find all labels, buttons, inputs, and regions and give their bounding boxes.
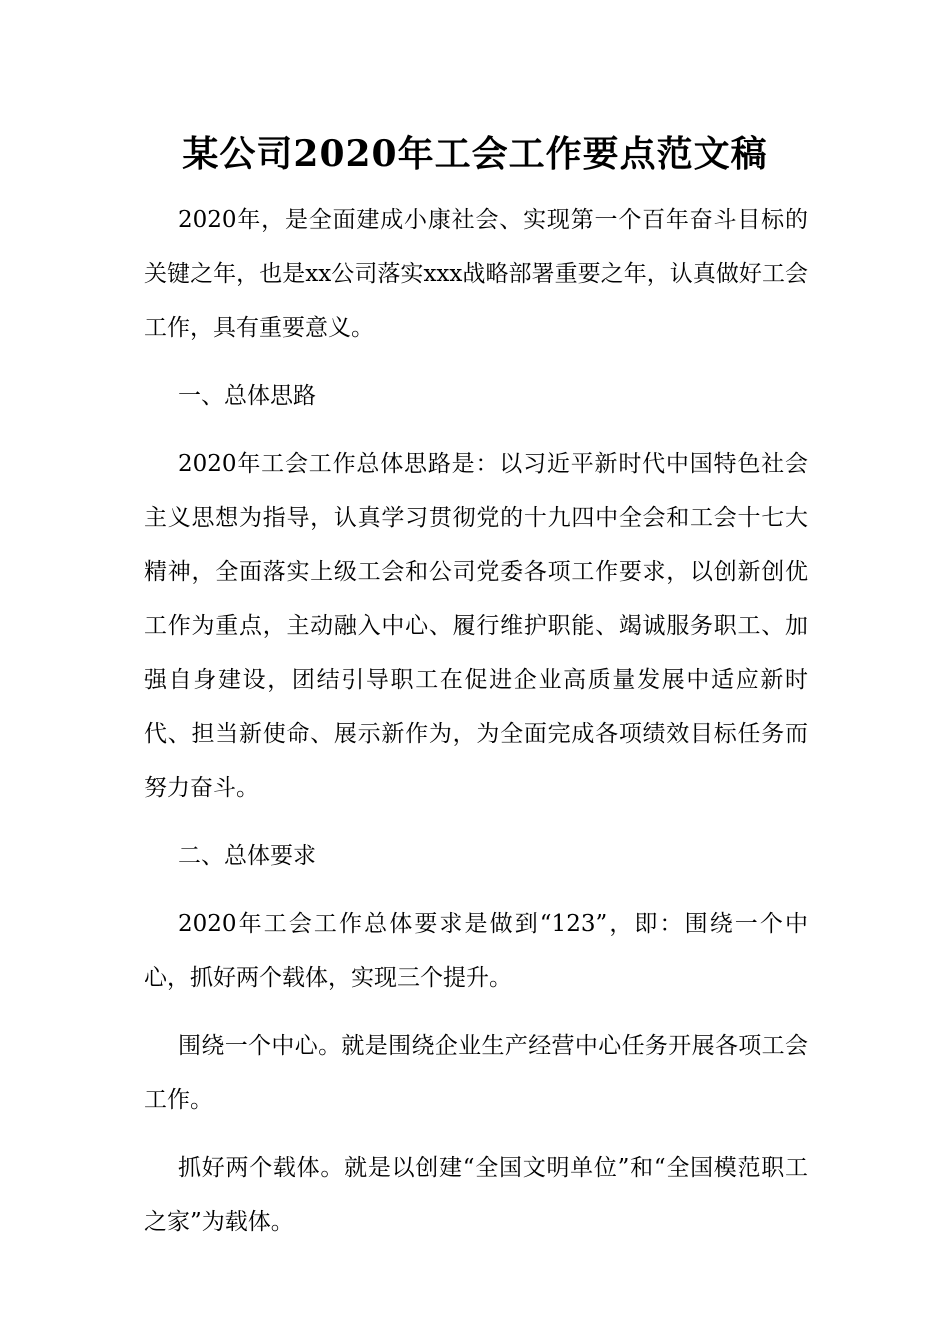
overall-requirements-paragraph: 2020年工会工作总体要求是做到“123”，即：围绕一个中心，抓好两个载体，实现三个提升。 xyxy=(144,911,808,991)
two-carriers-paragraph: 抓好两个载体。就是以创建“全国文明单位”和“全国模范职工之家”为载体。 xyxy=(144,1155,808,1235)
document-title: 某公司2020年工会工作要点范文稿 xyxy=(182,133,768,175)
intro-paragraph: 2020年，是全面建成小康社会、实现第一个百年奋斗目标的关键之年，也是xx公司落实xxx战略部署重要之年，认真做好工会工作，具有重要意义。 xyxy=(144,207,808,341)
one-center-paragraph: 围绕一个中心。就是围绕企业生产经营中心任务开展各项工会工作。 xyxy=(144,1033,808,1113)
section-heading-overall-requirements: 二、总体要求 xyxy=(178,843,316,869)
overall-approach-paragraph: 2020年工会工作总体思路是：以习近平新时代中国特色社会主义思想为指导，认真学习贯彻党的十九四中全会和工会十七大精神，全面落实上级工会和公司党委各项工作要求，以创新创优工作为重点，主动融入中心、履行维护职能、竭诚服务职工、加强自身建设，团结引导职工在促进企业高质量发展中适应新时代、担当新使命、展示新作为，为全面完成各项绩效目标任务而努力奋斗。 xyxy=(144,451,808,801)
section-heading-overall-approach: 一、总体思路 xyxy=(178,383,316,409)
document-body xyxy=(144,193,808,1249)
